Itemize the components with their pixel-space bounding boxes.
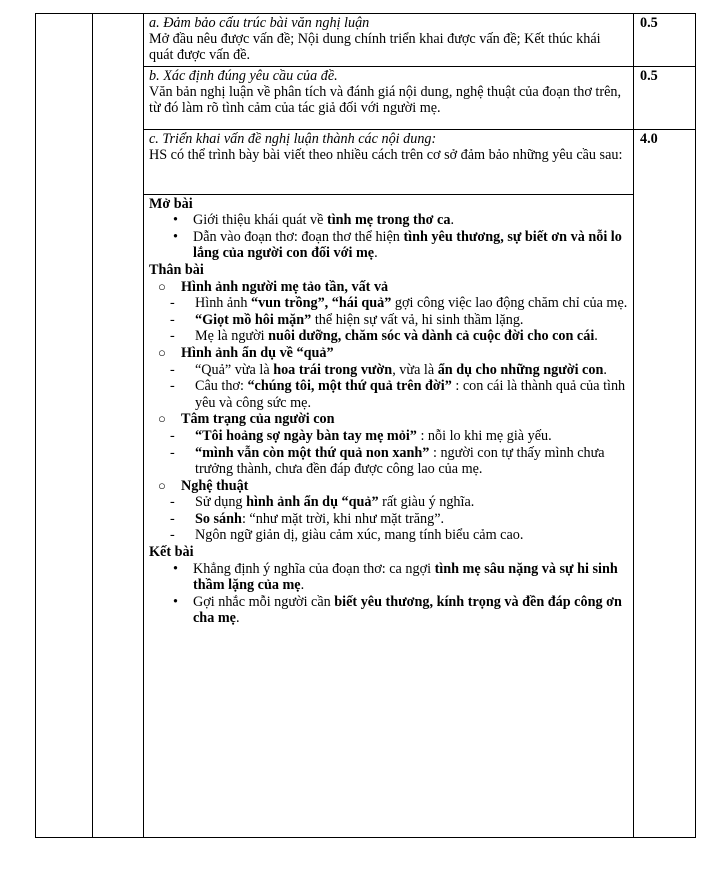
list-item: - “Tôi hoảng sợ ngày bàn tay mẹ mỏi” : nỗi lo khi mẹ già yếu.	[195, 428, 628, 445]
criterion-a-score-cell	[634, 14, 696, 67]
criterion-b-score: 0.5	[640, 67, 658, 84]
list-item: - “Quả” vừa là hoa trái trong vườn, vừa là ẩn dụ cho những người con.	[195, 362, 628, 379]
list-item: • Khẳng định ý nghĩa của đoạn thơ: ca ngợi tình mẹ sâu nặng và sự hi sinh thầm lặng của mẹ.	[193, 561, 628, 594]
rubric-row-a	[36, 14, 696, 67]
list-item: - Sử dụng hình ảnh ẩn dụ “quả” rất giàu ý nghĩa.	[195, 494, 628, 511]
detail-cell	[144, 194, 634, 837]
criterion-b-score-cell	[634, 66, 696, 129]
list-item: - “Giọt mồ hôi mặn” thể hiện sự vất vả, hi sinh thầm lặng.	[195, 312, 628, 329]
section-heading: ○ Nghệ thuật	[149, 478, 628, 495]
section-2-list	[149, 362, 628, 412]
section-heading: ○ Hình ảnh ẩn dụ về “quả”	[149, 345, 628, 362]
criterion-c-score: 4.0	[640, 130, 658, 147]
list-item: • Giới thiệu khái quát về tình mẹ trong thơ ca.	[193, 212, 628, 229]
criterion-a-body: Mở đầu nêu được vấn đề; Nội dung chính triển khai được vấn đề; Kết thúc khái quát được vấn đề.	[149, 31, 601, 64]
section-heading: ○ Tâm trạng của người con	[149, 411, 628, 428]
criterion-b-title: b. Xác định đúng yêu cầu của đề.	[149, 67, 338, 84]
empty-col-2	[93, 14, 144, 838]
list-item: - Ngôn ngữ giản dị, giàu cảm xúc, mang tính biểu cảm cao.	[195, 527, 628, 544]
rubric-table	[35, 13, 696, 838]
criterion-a-title: a. Đảm bảo cấu trúc bài văn nghị luận	[149, 15, 370, 31]
empty-col-1	[36, 14, 93, 838]
list-item: - So sánh: “như mặt trời, khi như mặt trăng”.	[195, 511, 628, 528]
mo-bai-heading: Mở bài	[149, 195, 193, 212]
list-item: - Hình ảnh “vun trồng”, “hái quả” gợi công việc lao động chăm chỉ của mẹ.	[195, 295, 628, 312]
criterion-a-score: 0.5	[640, 15, 658, 31]
section-3-list	[149, 428, 628, 478]
section-1-list	[149, 295, 628, 345]
criterion-b-body: Văn bản nghị luận về phân tích và đánh giá nội dung, nghệ thuật của đoạn thơ trên, từ đó làm rõ tình cảm của tác giả đối với người mẹ.	[149, 83, 622, 117]
list-item: - “mình vẫn còn một thứ quả non xanh” : người con tự thấy mình chưa trưởng thành, chưa đền đáp được công lao của mẹ.	[195, 445, 628, 478]
criterion-c-title: c. Triển khai vấn đề nghị luận thành các nội dung:	[149, 130, 437, 147]
criterion-a-cell	[144, 14, 634, 67]
criterion-c-body: HS có thể trình bày bài viết theo nhiều cách trên cơ sở đảm bảo những yêu cầu sau:	[149, 146, 623, 163]
list-item: - Mẹ là người nuôi dưỡng, chăm sóc và dành cả cuộc đời cho con cái.	[195, 328, 628, 345]
criterion-b-cell	[144, 66, 634, 129]
ket-bai-list	[149, 561, 628, 627]
section-heading: ○ Hình ảnh người mẹ tảo tần, vất vả	[149, 279, 628, 296]
ket-bai-heading: Kết bài	[149, 544, 194, 561]
list-item: • Dẫn vào đoạn thơ: đoạn thơ thể hiện tình yêu thương, sự biết ơn và nỗi lo lắng của người con đối với mẹ.	[193, 229, 628, 262]
mo-bai-list	[149, 212, 628, 262]
criterion-c-cell	[144, 129, 634, 194]
than-bai-heading: Thân bài	[149, 261, 204, 278]
criterion-c-score-cell	[634, 129, 696, 837]
list-item: - Câu thơ: “chúng tôi, một thứ quả trên đời” : con cái là thành quả của tình yêu và công sức mẹ.	[195, 378, 628, 411]
list-item: • Gợi nhắc mỗi người cần biết yêu thương, kính trọng và đền đáp công ơn cha mẹ.	[193, 594, 628, 627]
section-4-list	[149, 494, 628, 544]
